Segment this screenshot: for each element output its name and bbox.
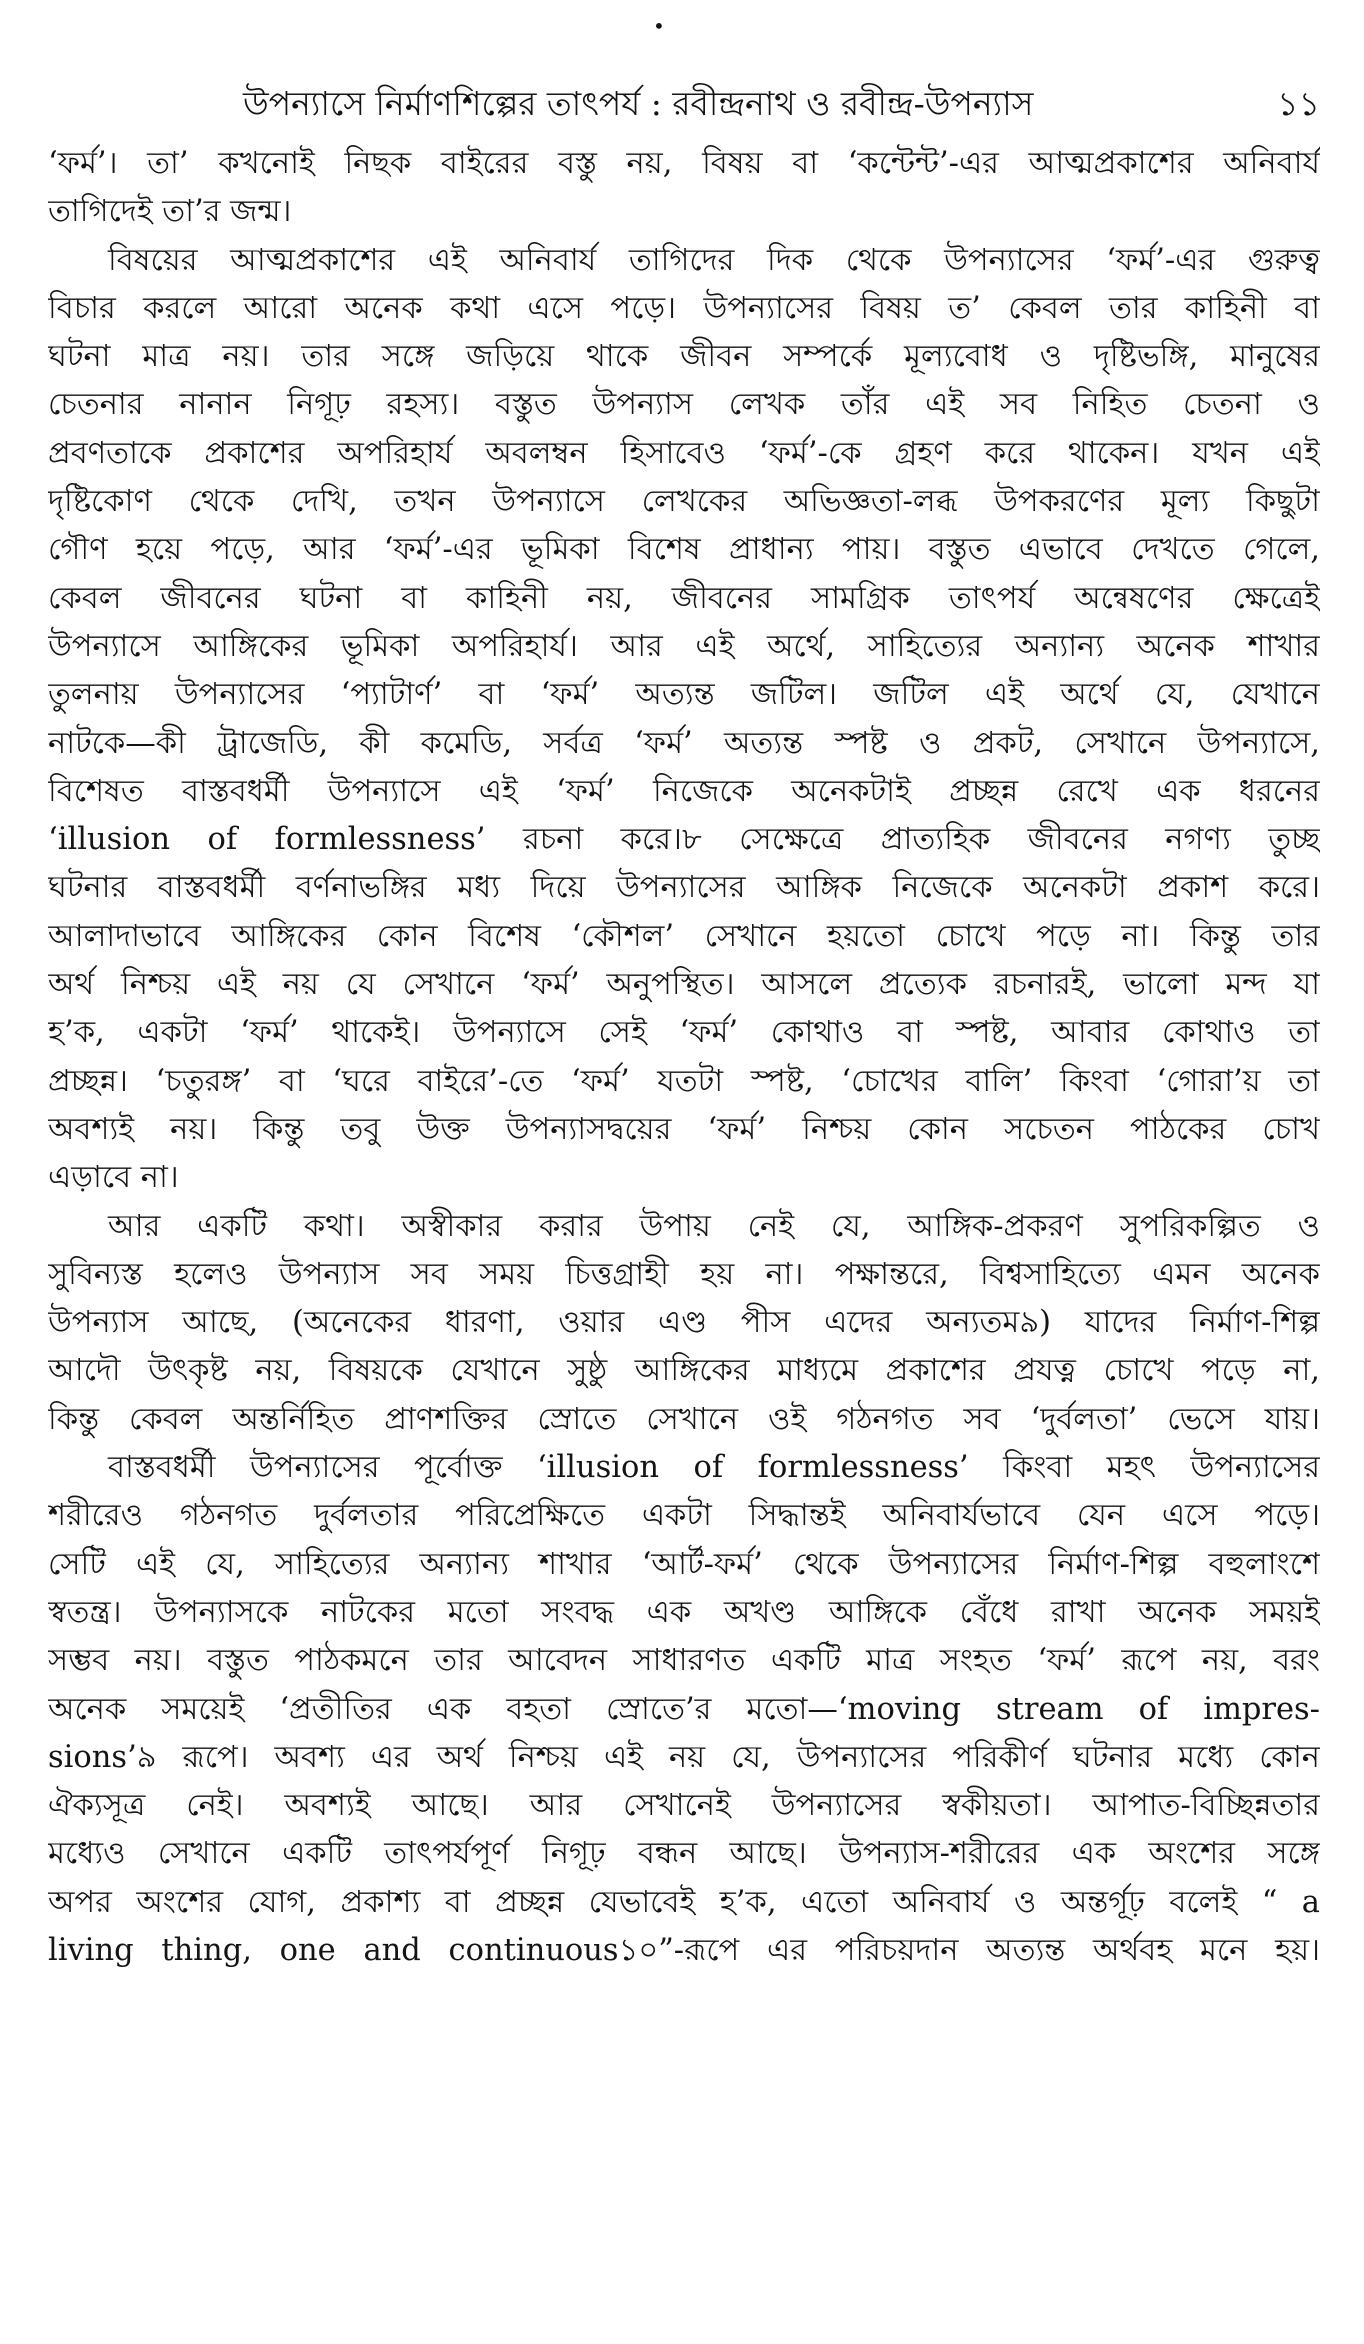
text-line: হ’ক, একটা ‘ফর্ম’ থাকেই। উপন্যাসে সেই ‘ফর্ম’ কোথাও বা স্পষ্ট, আবার কোথাও তা: [48, 1015, 1320, 1051]
text-line: অবশ্যই নয়। কিন্তু তবু উক্ত উপন্যাসদ্বয়ের ‘ফর্ম’ নিশ্চয় কোন সচেতন পাঠকের চোখ: [48, 1111, 1320, 1147]
running-title: উপন্যাসে নির্মাণশিল্পের তাৎপর্য : রবীন্দ্রনাথ ও রবীন্দ্র-উপন্যাস: [243, 84, 1034, 123]
text-line: উপন্যাস আছে, (অনেকের ধারণা, ওয়ার এণ্ড পীস এদের অন্যতম৯) যাদের নির্মাণ-শিল্প: [48, 1305, 1320, 1341]
text-line: ঐক্যসূত্র নেই। অবশ্যই আছে। আর সেখানেই উপন্যাসের স্বকীয়তা। আপাত-বিচ্ছিন্নতার: [48, 1788, 1320, 1824]
text-line: প্রবণতাকে প্রকাশের অপরিহার্য অবলম্বন হিসাবেও ‘ফর্ম’-কে গ্রহণ করে থাকেন। যখন এই: [48, 435, 1320, 471]
text-line: প্রচ্ছন্ন। ‘চতুরঙ্গ’ বা ‘ঘরে বাইরে’-তে ‘ফর্ম’ যতটা স্পষ্ট, ‘চোখের বালি’ কিংবা ‘গোরা’য় তা: [48, 1063, 1320, 1099]
text-line: আদৌ উৎকৃষ্ট নয়, বিষয়কে যেখানে সুষ্ঠু আঙ্গিকের মাধ্যমে প্রকাশের প্রযত্ন চোখে পড়ে না,: [48, 1353, 1320, 1389]
text-line: তাগিদেই তা’র জন্ম।: [48, 194, 292, 230]
print-speck: •: [653, 14, 665, 38]
text-line: অপর অংশের যোগ, প্রকাশ্য বা প্রচ্ছন্ন যেভাবেই হ’ক, এতো অনিবার্য ও অন্তর্গূঢ় বলেই “ a: [48, 1884, 1320, 1920]
text-line: চেতনার নানান নিগূঢ় রহস্য। বস্তুত উপন্যাস লেখক তাঁর এই সব নিহিত চেতনা ও: [48, 387, 1320, 423]
text-line: ঘটনা মাত্র নয়। তার সঙ্গে জড়িয়ে থাকে জীবন সম্পর্কে মূল্যবোধ ও দৃষ্টিভঙ্গি, মানুষের: [48, 339, 1320, 375]
page-number: ১১: [1277, 84, 1320, 123]
text-line: স্বতন্ত্র। উপন্যাসকে নাটকের মতো সংবদ্ধ এক অখণ্ড আঙ্গিকে বেঁধে রাখা অনেক সময়ই: [48, 1594, 1320, 1630]
text-line: সুবিন্যস্ত হলেও উপন্যাস সব সময় চিত্তগ্রাহী হয় না। পক্ষান্তরে, বিশ্বসাহিত্যে এমন অনেক: [48, 1256, 1320, 1292]
text-line: দৃষ্টিকোণ থেকে দেখি, তখন উপন্যাসে লেখকের অভিজ্ঞতা-লব্ধ উপকরণের মূল্য কিছুটা: [48, 484, 1320, 520]
book-page: [48, 0, 1320, 2344]
text-line: কেবল জীবনের ঘটনা বা কাহিনী নয়, জীবনের সামগ্রিক তাৎপর্য অন্বেষণের ক্ষেত্রেই: [48, 580, 1320, 616]
text-line: অনেক সময়েই ‘প্রতীতির এক বহতা স্রোতে’র মতো—‘moving stream of impres-: [48, 1691, 1320, 1727]
text-line: নাটকে—কী ট্রাজেডি, কী কমেডি, সর্বত্র ‘ফর্ম’ অত্যন্ত স্পষ্ট ও প্রকট, সেখানে উপন্যাসে,: [48, 725, 1320, 761]
text-line: আর একটি কথা। অস্বীকার করার উপায় নেই যে, আঙ্গিক-প্রকরণ সুপরিকল্পিত ও: [108, 1208, 1320, 1244]
text-line: সেটি এই যে, সাহিত্যের অন্যান্য শাখার ‘আর্ট-ফর্ম’ থেকে উপন্যাসের নির্মাণ-শিল্প বহুলাংশে: [48, 1546, 1320, 1582]
text-line: ‘ফর্ম’। তা’ কখনোই নিছক বাইরের বস্তু নয়, বিষয় বা ‘কন্টেন্ট’-এর আত্মপ্রকাশের অনিবার্য: [48, 146, 1320, 181]
text-line: শরীরেও গঠনগত দুর্বলতার পরিপ্রেক্ষিতে একটা সিদ্ধান্তই অনিবার্যভাবে যেন এসে পড়ে।: [48, 1498, 1320, 1534]
text-line: বাস্তবধর্মী উপন্যাসের পূর্বোক্ত ‘illusion of formlessness’ কিংবা মহৎ উপন্যাসের: [108, 1450, 1320, 1486]
text-line: অর্থ নিশ্চয় এই নয় যে সেখানে ‘ফর্ম’ অনুপস্থিত। আসলে প্রত্যেক রচনারই, ভালো মন্দ যা: [48, 967, 1320, 1003]
text-line: living thing, one and continuous১০”-রূপে এর পরিচয়দান অত্যন্ত অর্থবহ মনে হয়।: [48, 1932, 1320, 1968]
text-line: ‘illusion of formlessness’ রচনা করে।৮ সেক্ষেত্রে প্রাত্যহিক জীবনের নগণ্য তুচ্ছ: [48, 822, 1320, 858]
page-header: [48, 14, 1320, 132]
text-line: বিশেষত বাস্তবধর্মী উপন্যাসে এই ‘ফর্ম’ নিজেকে অনেকটাই প্রচ্ছন্ন রেখে এক ধরনের: [48, 773, 1320, 809]
text-line: মধ্যেও সেখানে একটি তাৎপর্যপূর্ণ নিগূঢ় বন্ধন আছে। উপন্যাস-শরীরের এক অংশের সঙ্গে: [48, 1836, 1320, 1872]
text-line: গৌণ হয়ে পড়ে, আর ‘ফর্ম’-এর ভূমিকা বিশেষ প্রাধান্য পায়। বস্তুত এভাবে দেখতে গেলে,: [48, 532, 1320, 568]
text-line: এড়াবে না।: [48, 1160, 179, 1196]
text-line: ঘটনার বাস্তবধর্মী বর্ণনাভঙ্গির মধ্য দিয়ে উপন্যাসের আঙ্গিক নিজেকে অনেকটা প্রকাশ করে।: [48, 870, 1320, 906]
text-line: sions’৯ রূপে। অবশ্য এর অর্থ নিশ্চয় এই নয় যে, উপন্যাসের পরিকীর্ণ ঘটনার মধ্যে কোন: [48, 1739, 1320, 1775]
text-line: কিন্তু কেবল অন্তর্নিহিত প্রাণশক্তির স্রোতে সেখানে ওই গঠনগত সব ‘দুর্বলতা’ ভেসে যায়।: [48, 1401, 1320, 1437]
text-line: তুলনায় উপন্যাসের ‘প্যাটার্ণ’ বা ‘ফর্ম’ অত্যন্ত জটিল। জটিল এই অর্থে যে, যেখানে: [48, 677, 1320, 713]
body-text: [48, 140, 1320, 1975]
text-line: সম্ভব নয়। বস্তুত পাঠকমনে তার আবেদন সাধারণত একটি মাত্র সংহত ‘ফর্ম’ রূপে নয়, বরং: [48, 1643, 1320, 1679]
text-line: বিষয়ের আত্মপ্রকাশের এই অনিবার্য তাগিদের দিক থেকে উপন্যাসের ‘ফর্ম’-এর গুরুত্ব: [108, 242, 1320, 278]
text-line: উপন্যাসে আঙ্গিকের ভূমিকা অপরিহার্য। আর এই অর্থে, সাহিত্যের অন্যান্য অনেক শাখার: [48, 628, 1320, 664]
text-line: আলাদাভাবে আঙ্গিকের কোন বিশেষ ‘কৌশল’ সেখানে হয়তো চোখে পড়ে না। কিন্তু তার: [48, 918, 1320, 954]
text-line: বিচার করলে আরো অনেক কথা এসে পড়ে। উপন্যাসের বিষয় ত’ কেবল তার কাহিনী বা: [48, 290, 1320, 326]
